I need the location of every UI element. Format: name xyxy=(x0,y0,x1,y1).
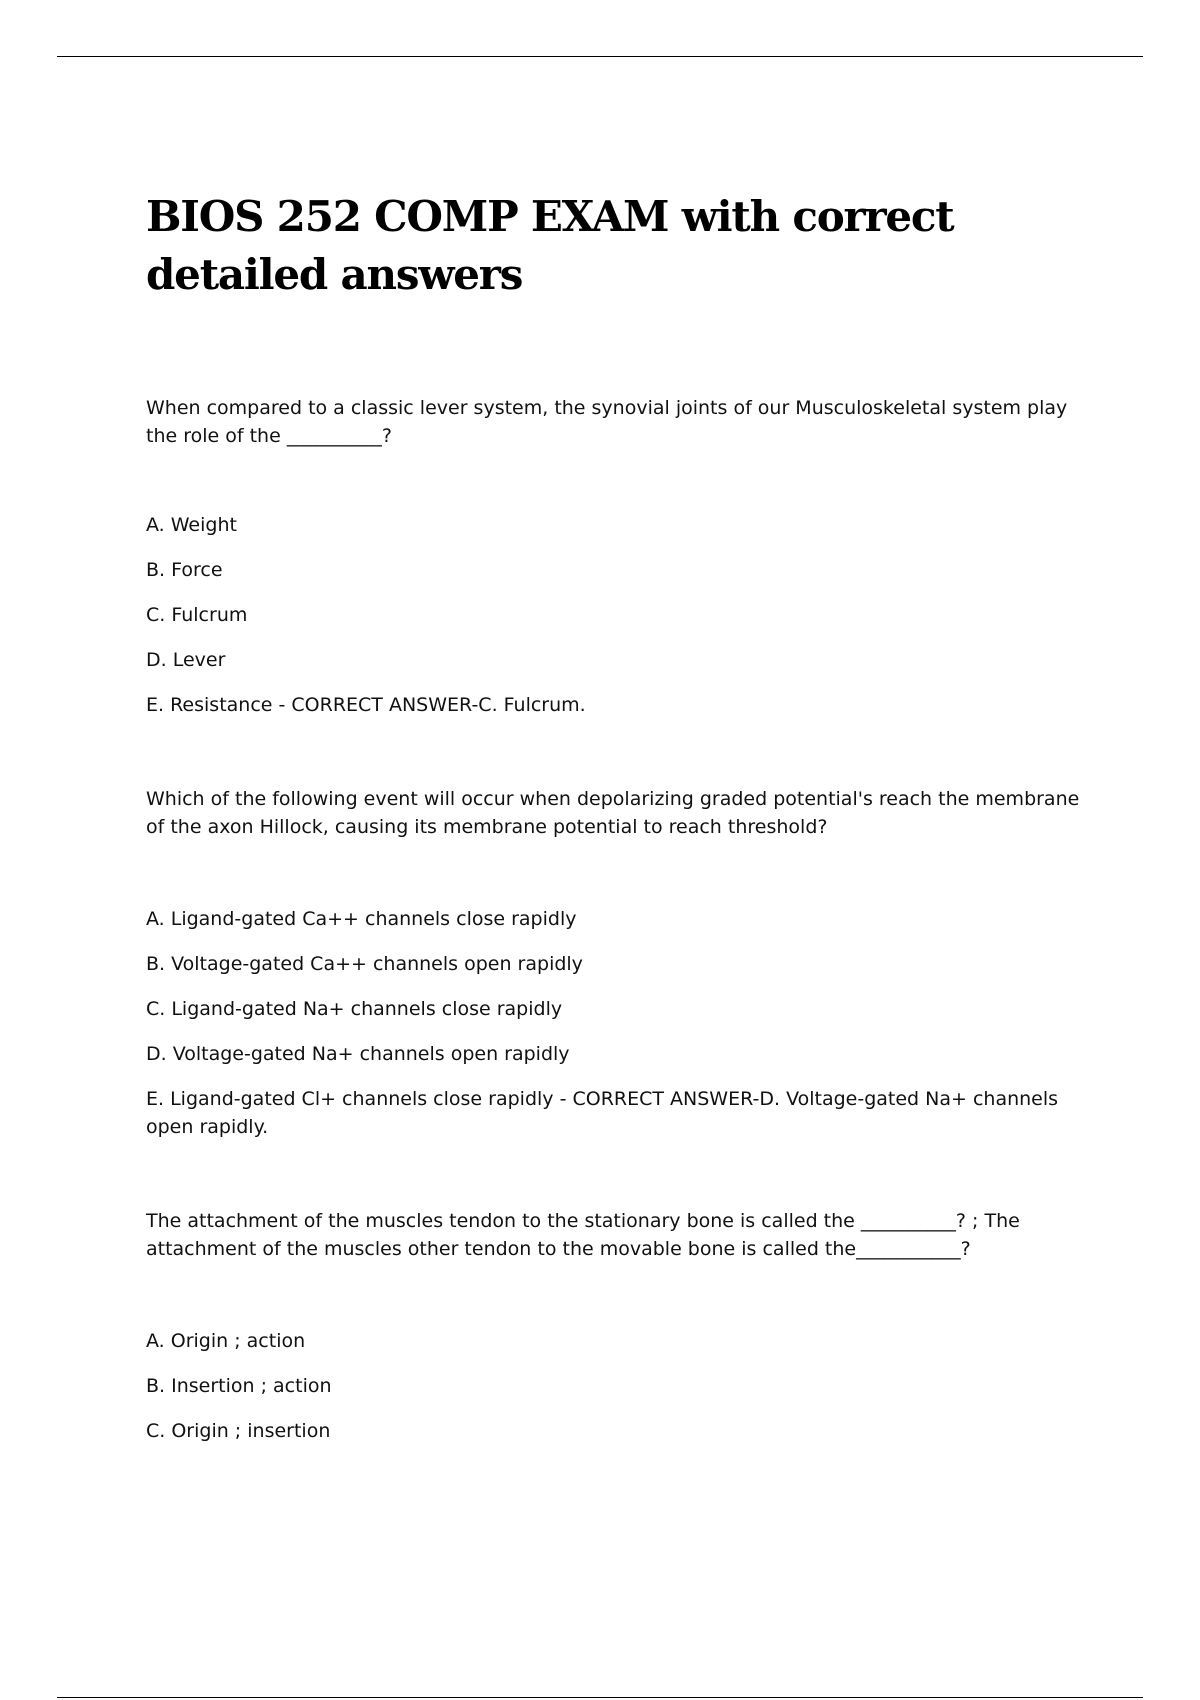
question-2-text-block xyxy=(146,785,1086,841)
question-3-text: The attachment of the muscles tendon to the stationary bone is called the __________? ; The attachment of the muscles other tendon to the movable bone is called the___________? xyxy=(146,1210,1020,1260)
question-3-text-block xyxy=(146,1207,1086,1263)
question-1-option-c: C. Fulcrum xyxy=(146,604,248,626)
question-1-option-a: A. Weight xyxy=(146,514,237,536)
question-2-option-e-with-answer: E. Ligand-gated Cl+ channels close rapidly - CORRECT ANSWER-D. Voltage-gated Na+ channels open rapidly. xyxy=(146,1088,1059,1138)
question-2-option-b: B. Voltage-gated Ca++ channels open rapidly xyxy=(146,953,583,975)
question-1-option-e-with-answer: E. Resistance - CORRECT ANSWER-C. Fulcrum. xyxy=(146,694,586,716)
question-2-option-d: D. Voltage-gated Na+ channels open rapidly xyxy=(146,1043,570,1065)
document-title: BIOS 252 COMP EXAM with correct detailed answers xyxy=(146,192,954,299)
question-2-option-a: A. Ligand-gated Ca++ channels close rapidly xyxy=(146,908,577,930)
question-1-option-b: B. Force xyxy=(146,559,223,581)
footer-rule xyxy=(57,1697,1143,1698)
question-1-options xyxy=(146,511,1086,719)
question-1-text: When compared to a classic lever system, the synovial joints of our Musculoskeletal system play the role of the __________? xyxy=(146,397,1068,447)
header-rule xyxy=(57,56,1143,57)
question-2-option-c: C. Ligand-gated Na+ channels close rapidly xyxy=(146,998,563,1020)
question-3-options xyxy=(146,1327,1086,1462)
question-1-option-d: D. Lever xyxy=(146,649,226,671)
question-3-option-a: A. Origin ; action xyxy=(146,1330,306,1352)
question-3-option-b: B. Insertion ; action xyxy=(146,1375,332,1397)
question-1-text-block xyxy=(146,394,1086,450)
question-3-option-c: C. Origin ; insertion xyxy=(146,1420,331,1442)
question-2-options xyxy=(146,905,1086,1141)
question-2-text: Which of the following event will occur when depolarizing graded potential's reach the membrane of the axon Hillock, causing its membrane potential to reach threshold? xyxy=(146,788,1080,838)
